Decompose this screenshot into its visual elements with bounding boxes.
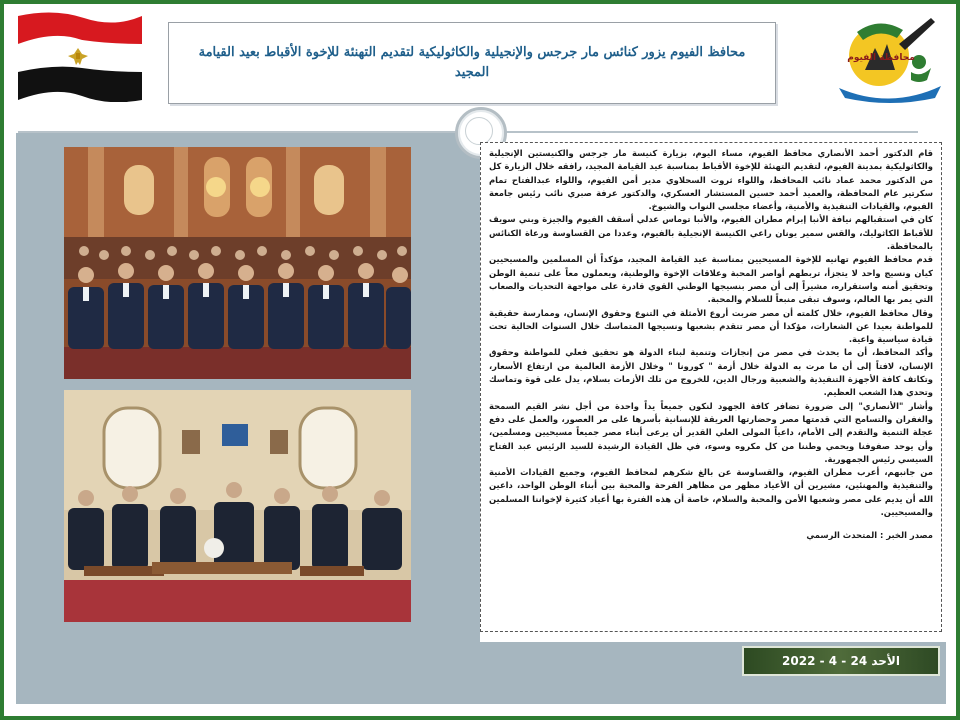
headline: محافظ الفيوم يزور كنائس مار جرجس والإنجيلية والكاثوليكية لتقديم التهنئة للإخوة الأقباط بعيد القيامة المجيد — [198, 45, 746, 80]
logo-text: محافظة الفيوم — [847, 53, 915, 63]
ring-ornament-inner — [465, 117, 493, 145]
article-source: مصدر الخبر : المتحدث الرسمي — [806, 530, 933, 541]
article-paragraph: كان في استقبالهم نيافة الأنبا إبرام مطران الفيوم، والأنبا توماس عدلي أسقف الفيوم والجيزة وبني سويف للأقباط الكاثوليك، والقس سمير يونان راعي الكنيسة الإنجيلية بالفيوم، وعددا من القساوسة ورعاة الكنائس بالمحافظة. — [489, 214, 933, 252]
fayoum-governorate-logo — [835, 8, 945, 104]
article-paragraph: وأكد المحافظ، أن ما يحدث في مصر من إنجازات وتنمية لبناء الدولة هو تحقيق فعلي للمواطنة وحقوق الإنسان، لافتاً إلى أن ما مرت به الدولة خلال أزمة " كورونا " وخلال الأزمة العالمية من ارتفاع الأسعار، وتكاتف كافة الأجهزة التنفيذية والشعبية ورجال الدين، للخروج من تلك الأزمات بسلام، يدل على قوة وتماسك وتحدي هذا الشعب العظيم. — [489, 347, 933, 398]
photo-church-hall — [64, 147, 411, 379]
article-paragraph: من جانبهم، أعرب مطران الفيوم، والقساوسة عن بالغ شكرهم لمحافظ الفيوم، وجميع القيادات الأمنية والتنفيذية والمهنئين، مشيرين أن الأعياد مظهر من مظاهر الفرحة والمحبة بين أبناء الوطن الواحد، داعين الله أن يديم على مصر وشعبها الأمن والمحبة والسلام، خاصة أن هذه الفترة بها أعياد كثيرة لإخواننا المسلمين والمسيحيين. — [489, 467, 933, 518]
article-body — [480, 142, 942, 632]
photo-reception-room — [64, 390, 411, 622]
article-paragraph: وأشار "الأنصاري" إلى ضرورة تضافر كافة الجهود لنكون جميعاً يداً واحدة من أجل نشر القيم السمحة والغفران والتسامح التي قدمتها مصر وحضارتها العريقة للإنسانية بأسرها على مر العصور، والعمل على دفع عجلة التنمية والتقدم إلى الأمام، داعياً المولى العلي القدير أن يرعى أبناء مصر جميعاً مسيحيين ومسلمين، وأن يوحد صفوفنا ويحمي وطننا من كل مكروه وسوء، في ظل القيادة الرشيدة للسيد الرئيس عبد الفتاح السيسي رئيس الجمهورية. — [489, 400, 933, 464]
article-paragraph: قام الدكتور أحمد الأنصاري محافظ الفيوم، مساء اليوم، بزيارة كنيسة مار جرجس والكنيستين الإنجيلية والكاثوليكية بمدينة الفيوم، لتقديم التهنئة للإخوة الأقباط بمناسبة عيد القيامة المجيد، رافقه خلال الزيارة كل من الدكتور محمد عماد نائب المحافظ، واللواء ثروت السحلاوي مدير أمن الفيوم، واللواء عبدالفتاح تمام سكرتير عام المحافظة، والعميد أحمد حسين المستشار العسكري، والدكتور عرفة صبري نائب رئيس جامعة الفيوم، والقيادات التنفيذية والأمنية، وأعضاء مجلسي النواب والشيوخ. — [489, 148, 933, 212]
date-text: الأحد 24 - 4 - 2022 — [782, 654, 900, 668]
article-paragraph: قدم محافظ الفيوم تهانيه للإخوة المسيحيين بمناسبة عيد القيامة المجيد، مؤكداً أن المسلمين والمسيحيين كيان ونسيج واحد لا يتجزأ، تربطهم أواصر المحبة وعلاقات الإخوة والوطنية، ويعملون معاً على تنمية الوطن وتحقيق أمنه واستقراره، مشيراً إلى أن مصر بنسيجها الوطني القوي قادرة على مواجهة التحديات والصعاب التي يمر بها العالم، وسوف تبقى منبعاً للسلام والمحبة. — [489, 254, 933, 305]
article-paragraph: وقال محافظ الفيوم، خلال كلمته أن مصر ضربت أروع الأمثلة في التنوع وحقوق الإنسان، وممارسة حقيقية للمواطنة بعيدا عن الشعارات، مؤكدا أن مصر تتقدم بشعبها ونسيجها المتماسك خلال السنوات الحالية تحت قيادة سياسية واعية. — [489, 307, 933, 345]
date-badge — [742, 646, 940, 676]
egypt-flag-icon — [14, 10, 144, 102]
headline-box — [168, 22, 776, 104]
